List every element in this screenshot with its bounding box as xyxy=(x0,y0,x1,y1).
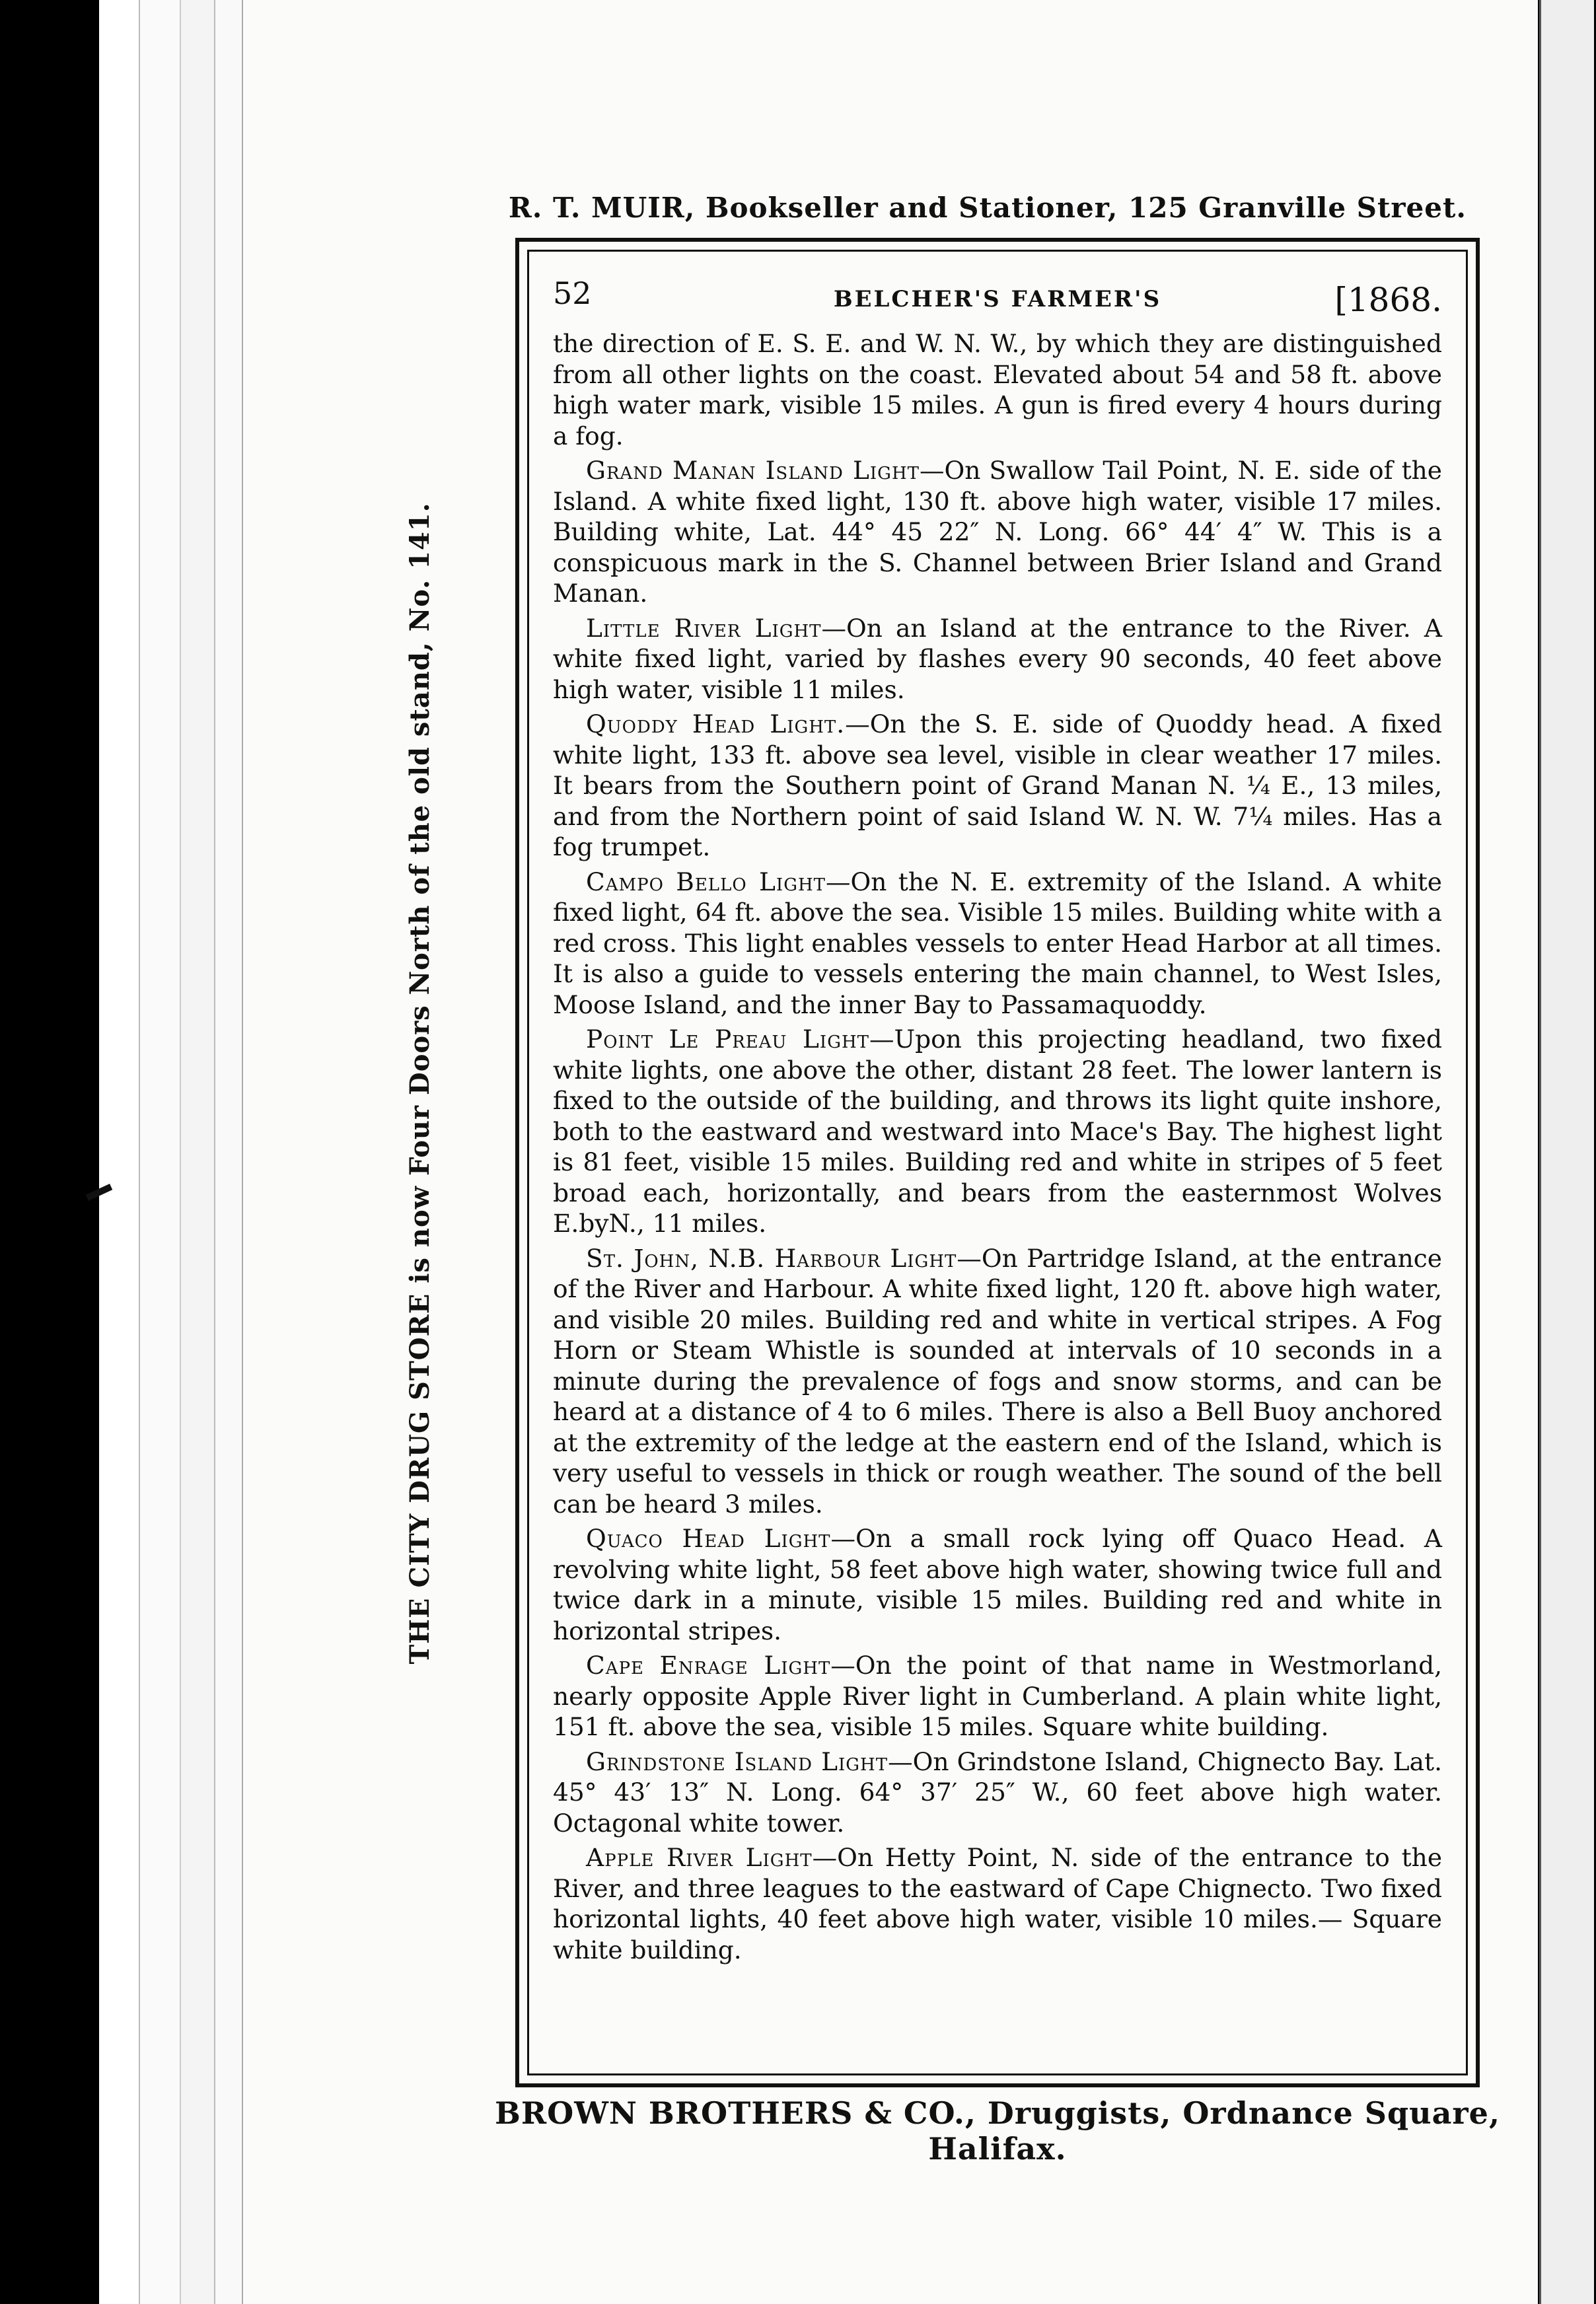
body-text xyxy=(553,328,1442,1965)
page-edge-left-4 xyxy=(215,0,243,2304)
year-label: [1868. xyxy=(1334,281,1442,319)
page-edge-left-3 xyxy=(181,0,215,2304)
paragraph xyxy=(553,1746,1442,1839)
light-name: Quaco Head Light xyxy=(586,1524,831,1553)
paragraph xyxy=(553,867,1442,1021)
light-name: Grindstone Island Light xyxy=(586,1746,889,1776)
light-name: Cape Enrage Light xyxy=(586,1651,831,1680)
page-edge-left-2 xyxy=(140,0,181,2304)
page-edge-left xyxy=(99,0,140,2304)
paragraph xyxy=(553,1243,1442,1520)
paragraph xyxy=(553,1842,1442,1965)
running-head xyxy=(553,269,1442,328)
page-footer: BROWN BROTHERS & CO., Druggists, Ordnance Square, Halifax. xyxy=(495,2095,1500,2167)
paragraph xyxy=(553,709,1442,863)
text-frame xyxy=(515,238,1480,2087)
paragraph-text: the direction of E. S. E. and W. N. W., by which they are distinguished from all other lights on the coast. Elevated about 54 and 58 ft. above high water mark, visible 15 miles. A gun is fired every 4 hours during a fog. xyxy=(553,329,1442,450)
paragraph-text: —On an Island at the entrance to the River. A white fixed light, varied by flashes every 90 seconds, 40 feet above high water, visible 11 miles. xyxy=(553,613,1442,704)
running-title: BELCHER'S FARMER'S xyxy=(833,286,1162,312)
page-edge-right xyxy=(1539,0,1594,2304)
paragraph xyxy=(553,1650,1442,1743)
text-frame-inner xyxy=(527,250,1468,2075)
paragraph-text: —On Partridge Island, at the entrance of the River and Harbour. A white fixed light, 120 ft. above high water, and visible 20 miles. Building red and white in vertical stripes. A Fog Horn or Steam Whistle is sounded at intervals of 10 seconds in a minute during the prevalence of fogs and snow storms, and can be heard at a distance of 4 to 6 miles. There is also a Bell Buoy anchored at the extremity of the ledge at the eastern end of the Island, which is very useful to vessels in thick or rough weather. The sound of the bell can be heard 3 miles. xyxy=(553,1243,1443,1519)
page-number: 52 xyxy=(553,275,592,311)
paragraph-text: —On a small rock lying off Quaco Head. A revolving white light, 58 feet above high water, showing twice full and twice dark in a minute, visible 15 miles. Building red and white in horizontal stripes. xyxy=(553,1524,1442,1645)
side-margin-advert: THE CITY DRUG STORE is now Four Doors North of the old stand, No. 141. xyxy=(404,502,435,1665)
paragraph-text: —On Hetty Point, N. side of the entrance to the River, and three leagues to the eastward of Cape Chignecto. Two fixed horizontal lights, 40 feet above high water, visible 10 miles.— Square white building. xyxy=(553,1843,1443,1964)
paragraph xyxy=(553,1523,1442,1646)
paragraph xyxy=(553,613,1442,705)
light-name: Grand Manan Island Light xyxy=(586,456,920,485)
paragraph-text: —On the point of that name in Westmorland, nearly opposite Apple River light in Cumberland. A plain white light, 151 ft. above the sea, visible 15 miles. Square white building. xyxy=(553,1651,1442,1741)
paragraph xyxy=(553,455,1442,609)
light-name: Little River Light xyxy=(586,613,822,643)
light-name: Quoddy Head Light. xyxy=(586,709,846,738)
paragraph xyxy=(553,1024,1442,1239)
paragraph-text: —On Swallow Tail Point, N. E. side of the Island. A white fixed light, 130 ft. above high water, visible 17 miles. Building white, Lat. 44° 45 22″ N. Long. 66° 44′ 4″ W. This is a conspicuous mark in the S. Channel between Brier Island and Grand Manan. xyxy=(553,456,1442,608)
paragraph-text: —On the N. E. extremity of the Island. A white fixed light, 64 ft. above the sea. Visible 15 miles. Building white with a red cross. This light enables vessels to enter Head Harbor at all times. It is also a guide to vessels entering the main channel, to West Isles, Moose Island, and the inner Bay to Passamaquoddy. xyxy=(553,867,1442,1019)
page-header: R. T. MUIR, Bookseller and Stationer, 125 Granville Street. xyxy=(508,192,1467,224)
paragraph-text: —Upon this projecting headland, two fixed white lights, one above the other, distant 28 feet. The lower lantern is fixed to the outside of the building, and throws its light quite inshore, both to the eastward and westward into Mace's Bay. The highest light is 81 feet, visible 15 miles. Building red and white in stripes of 5 feet broad each, horizontally, and bears from the easternmost Wolves E.byN., 11 miles. xyxy=(553,1025,1442,1238)
light-name: St. John, N.B. Harbour Light xyxy=(586,1243,957,1273)
paragraph xyxy=(553,328,1442,451)
light-name: Apple River Light xyxy=(586,1843,813,1872)
paragraph-text: —On the S. E. side of Quoddy head. A fixed white light, 133 ft. above sea level, visible in clear weather 17 miles. It bears from the Southern point of Grand Manan N. ¼ E., 13 miles, and from the Northern point of said Island W. N. W. 7¼ miles. Has a fog trumpet. xyxy=(553,709,1442,861)
light-name: Point Le Preau Light xyxy=(586,1025,869,1054)
paragraph-text: —On Grindstone Island, Chignecto Bay. Lat. 45° 43′ 13″ N. Long. 64° 37′ 25″ W., 60 feet above high water. Octagonal white tower. xyxy=(553,1746,1442,1838)
light-name: Campo Bello Light xyxy=(586,867,826,896)
